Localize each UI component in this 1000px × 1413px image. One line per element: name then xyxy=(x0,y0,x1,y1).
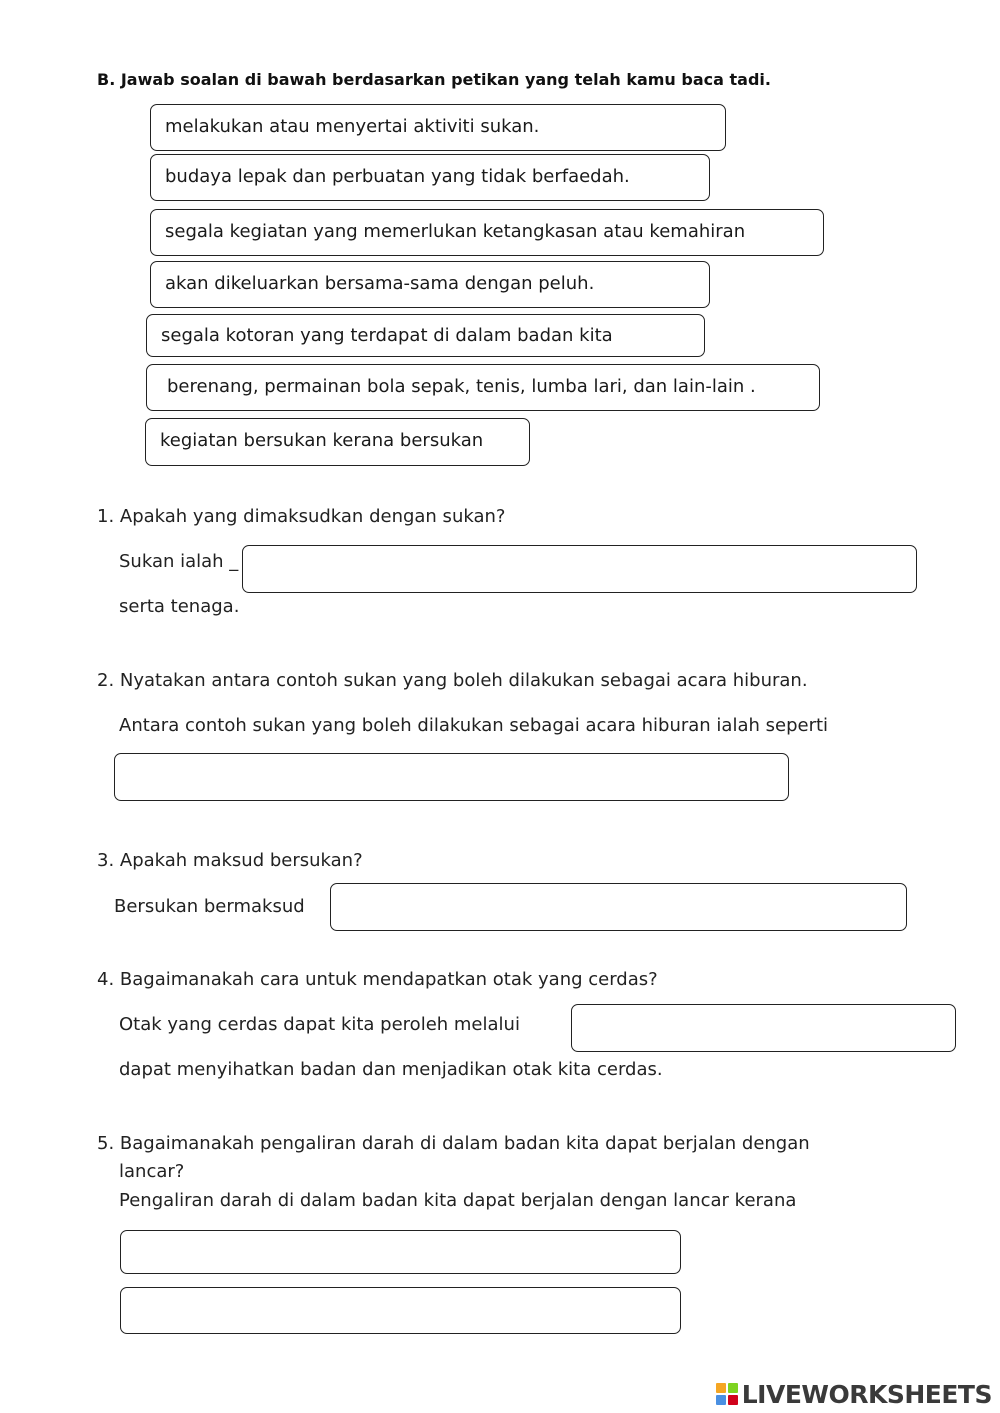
question-5-prefix: Pengaliran darah di dalam badan kita dapat berjalan dengan lancar kerana xyxy=(119,1190,797,1211)
answer-chip[interactable]: segala kegiatan yang memerlukan ketangkasan atau kemahiran xyxy=(150,209,824,256)
answer-chip[interactable]: budaya lepak dan perbuatan yang tidak berfaedah. xyxy=(150,154,710,201)
logo-text: LIVEWORKSHEETS xyxy=(741,1379,992,1409)
section-title: B. Jawab soalan di bawah berdasarkan petikan yang telah kamu baca tadi. xyxy=(97,70,771,89)
liveworksheets-logo xyxy=(716,1378,992,1410)
answer-blank-5b[interactable] xyxy=(120,1287,681,1334)
question-4-suffix: dapat menyihatkan badan dan menjadikan otak kita cerdas. xyxy=(119,1059,663,1080)
question-1-suffix: serta tenaga. xyxy=(119,596,240,617)
answer-blank-4[interactable] xyxy=(571,1004,956,1052)
answer-chip[interactable]: berenang, permainan bola sepak, tenis, lumba lari, dan lain-lain . xyxy=(146,364,820,411)
answer-chip[interactable]: akan dikeluarkan bersama-sama dengan peluh. xyxy=(150,261,710,308)
answer-blank-1[interactable] xyxy=(242,545,917,593)
question-1: 1. Apakah yang dimaksudkan dengan sukan? xyxy=(97,506,506,527)
answer-blank-2[interactable] xyxy=(114,753,789,801)
question-2: 2. Nyatakan antara contoh sukan yang boleh dilakukan sebagai acara hiburan. xyxy=(97,670,808,691)
question-3-prefix: Bersukan bermaksud xyxy=(114,896,305,917)
question-2-prefix: Antara contoh sukan yang boleh dilakukan sebagai acara hiburan ialah seperti xyxy=(119,715,829,736)
logo-mark-icon xyxy=(716,1383,738,1405)
answer-chip[interactable]: kegiatan bersukan kerana bersukan xyxy=(145,418,530,466)
question-4-prefix: Otak yang cerdas dapat kita peroleh melalui xyxy=(119,1014,520,1035)
answer-chip[interactable]: melakukan atau menyertai aktiviti sukan. xyxy=(150,104,726,151)
answer-blank-5a[interactable] xyxy=(120,1230,681,1274)
question-5-line-1: 5. Bagaimanakah pengaliran darah di dalam badan kita dapat berjalan dengan xyxy=(97,1133,810,1154)
question-5-line-2: lancar? xyxy=(119,1161,185,1182)
question-1-prefix: Sukan ialah _ xyxy=(119,551,239,572)
answer-blank-3[interactable] xyxy=(330,883,907,931)
question-4: 4. Bagaimanakah cara untuk mendapatkan otak yang cerdas? xyxy=(97,969,658,990)
answer-chip[interactable]: segala kotoran yang terdapat di dalam badan kita xyxy=(146,314,705,357)
question-3: 3. Apakah maksud bersukan? xyxy=(97,850,363,871)
